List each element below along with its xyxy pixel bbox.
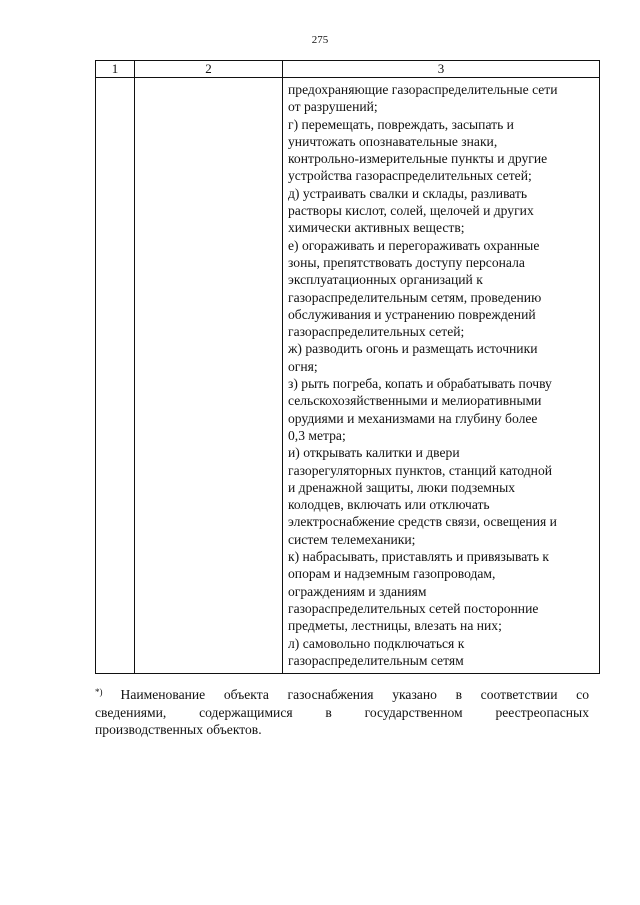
text-line: к) набрасывать, приставлять и привязывать к: [288, 549, 550, 565]
text-line: ж) разводить огонь и размещать источники: [288, 341, 538, 357]
table-row: [96, 78, 600, 674]
text-line: 0,3 метра;: [288, 427, 346, 443]
text-line: газораспределительных сетей;: [288, 324, 465, 340]
text-line: сельскохозяйственными и мелиоративными: [288, 393, 542, 409]
footnote-marker: *): [95, 687, 103, 697]
text-line: химически активных веществ;: [288, 220, 465, 236]
text-line: контрольно-измерительные пункты и другие: [288, 151, 548, 167]
text-line: газораспределительных сетей посторонние: [288, 600, 539, 616]
text-line: и) открывать калитки и двери: [288, 445, 460, 461]
text-line: е) огораживать и перегораживать охранные: [288, 237, 540, 253]
column-header-1: 1: [96, 61, 135, 78]
footnote-line-2: сведениями, содержащимися в государственном реестреопасных: [95, 704, 589, 720]
text-line: устройства газораспределительных сетей;: [288, 168, 532, 184]
text-line: г) перемещать, повреждать, засыпать и: [288, 116, 514, 132]
text-line: орудиями и механизмами на глубину более: [288, 410, 538, 426]
table-cell-column-2: [135, 78, 283, 674]
column-header-2: 2: [135, 61, 283, 78]
column-header-3: 3: [283, 61, 600, 78]
text-line: уничтожать опознавательные знаки,: [288, 133, 498, 149]
prohibited-actions-text: [283, 78, 599, 673]
text-line: растворы кислот, солей, щелочей и других: [288, 203, 534, 219]
text-line: зоны, препятствовать доступу персонала: [288, 254, 525, 270]
text-line: опорам и надземным газопроводам,: [288, 566, 496, 582]
text-line: предметы, лестницы, влезать на них;: [288, 618, 502, 634]
text-line: колодцев, включать или отключать: [288, 497, 490, 513]
text-line: ограждениям и зданиям: [288, 583, 427, 599]
text-line: от разрушений;: [288, 99, 378, 115]
requirements-table: [95, 60, 600, 674]
text-line: и дренажной защиты, люки подземных: [288, 479, 516, 495]
footnote-line-3: производственных объектов.: [95, 722, 262, 738]
text-line: з) рыть погреба, копать и обрабатывать почву: [288, 376, 552, 392]
table-header-row: [96, 61, 600, 78]
text-line: д) устраивать свалки и склады, разливать: [288, 185, 528, 201]
table-cell-column-3: [283, 78, 600, 674]
footnote-text-1: Наименование объекта газоснабжения указано в соответствии со: [120, 687, 589, 702]
text-line: электроснабжение средств связи, освещения и: [288, 514, 557, 530]
text-line: л) самовольно подключаться к: [288, 635, 465, 651]
footnote-line-1: [95, 686, 589, 704]
footnote: [95, 686, 589, 739]
text-line: огня;: [288, 358, 318, 374]
text-line: эксплуатационных организаций к: [288, 272, 483, 288]
text-line: газорегуляторных пунктов, станций катодной: [288, 462, 553, 478]
text-line: предохраняющие газораспределительные сети: [288, 82, 558, 97]
page-number: 275: [311, 34, 329, 46]
text-line: газораспределительным сетям: [288, 652, 464, 668]
text-line: систем телемеханики;: [288, 531, 416, 547]
table-cell-column-1: [96, 78, 135, 674]
text-line: обслуживания и устранению повреждений: [288, 306, 536, 322]
text-line: газораспределительным сетям, проведению: [288, 289, 542, 305]
